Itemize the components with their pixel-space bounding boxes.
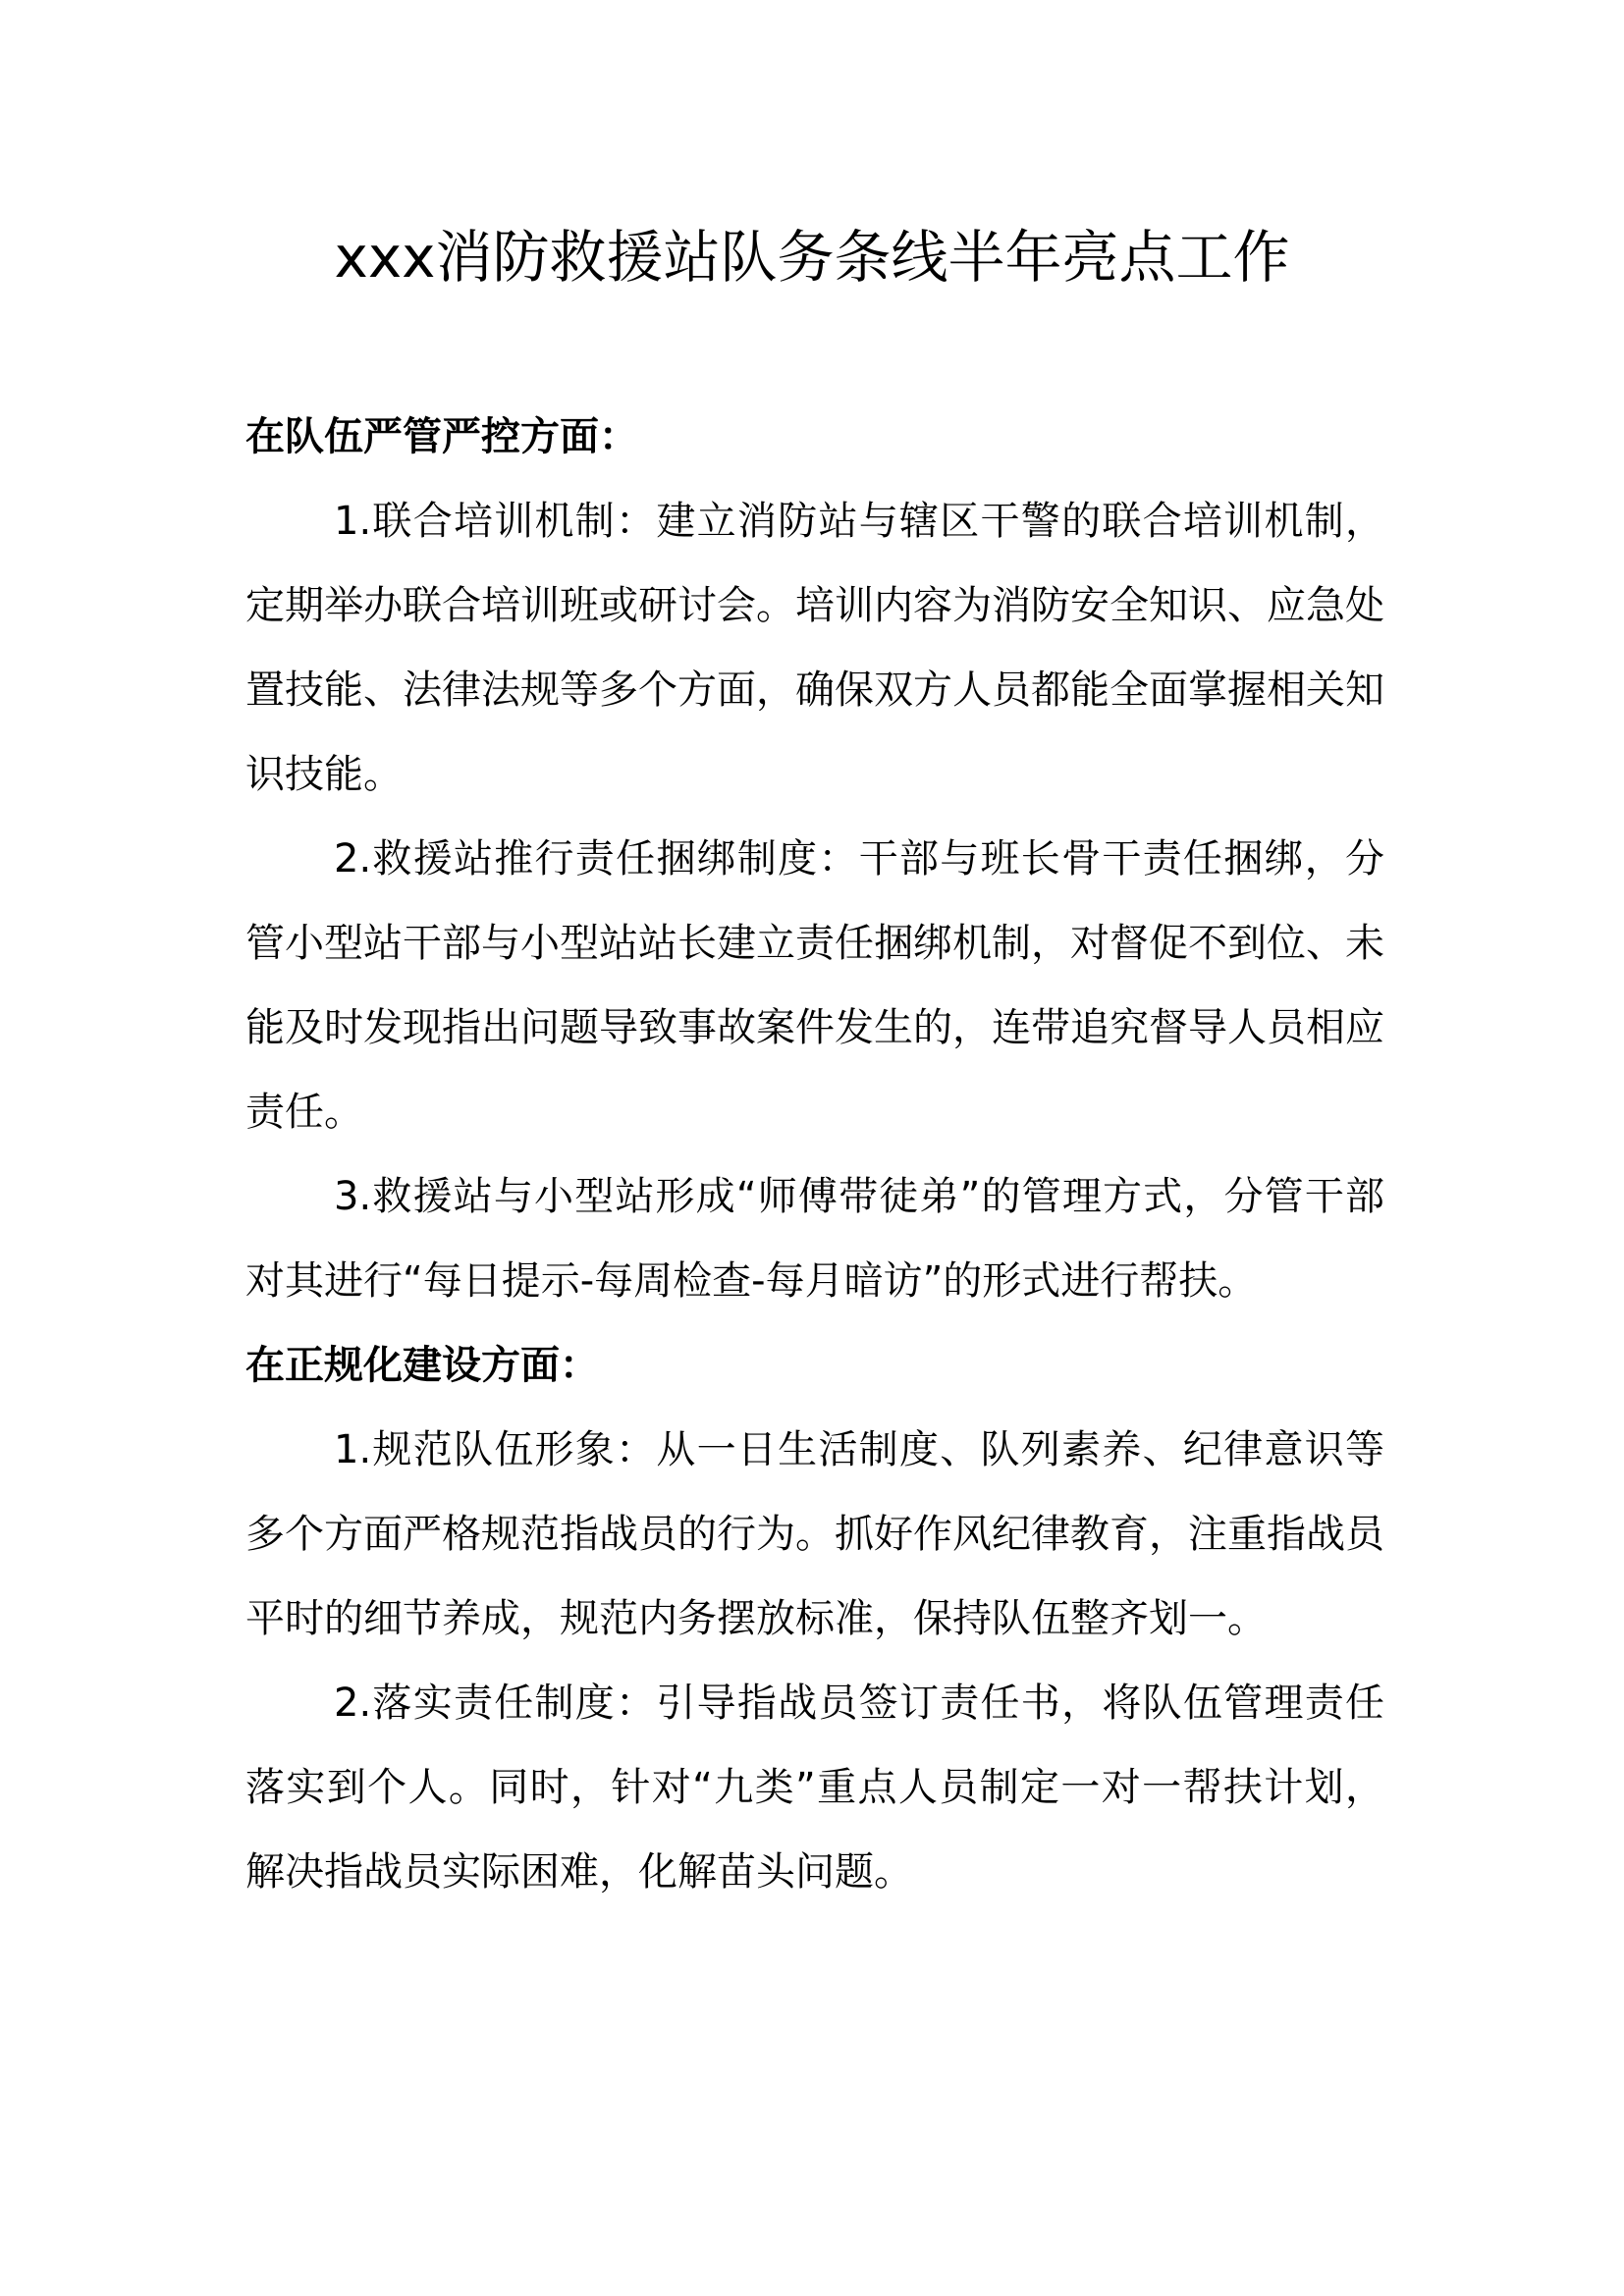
document-title: xxx消防救援站队务条线半年亮点工作 <box>334 224 1290 291</box>
section-standardization <box>245 1323 1384 1914</box>
paragraph: 1.规范队伍形象：从一日生活制度、队列素养、纪律意识等多个方面严格规范指战员的行为。抓好作风纪律教育，注重指战员平时的细节养成，规范内务摆放标准，保持队伍整齐划一。 <box>245 1427 1384 1641</box>
paragraph: 1.联合培训机制：建立消防站与辖区干警的联合培训机制，定期举办联合培训班或研讨会。培训内容为消防安全知识、应急处置技能、法律法规等多个方面，确保双方人员都能全面掌握相关知识技能。 <box>245 499 1384 797</box>
document-body <box>245 395 1384 1914</box>
paragraph: 2.落实责任制度：引导指战员签订责任书，将队伍管理责任落实到个人。同时，针对“九类”重点人员制定一对一帮扶计划，解决指战员实际困难，化解苗头问题。 <box>245 1681 1384 1895</box>
section-heading: 在队伍严管严控方面： <box>245 414 638 459</box>
section-heading: 在正规化建设方面： <box>245 1343 599 1388</box>
paragraph: 3.救援站与小型站形成“师傅带徒弟”的管理方式，分管干部对其进行“每日提示-每周检查-每月暗访”的形式进行帮扶。 <box>245 1174 1384 1304</box>
section-discipline <box>245 395 1384 1323</box>
paragraph: 2.救援站推行责任捆绑制度：干部与班长骨干责任捆绑，分管小型站干部与小型站站长建立责任捆绑机制，对督促不到位、未能及时发现指出问题导致事故案件发生的，连带追究督导人员相应责任。 <box>245 836 1384 1135</box>
